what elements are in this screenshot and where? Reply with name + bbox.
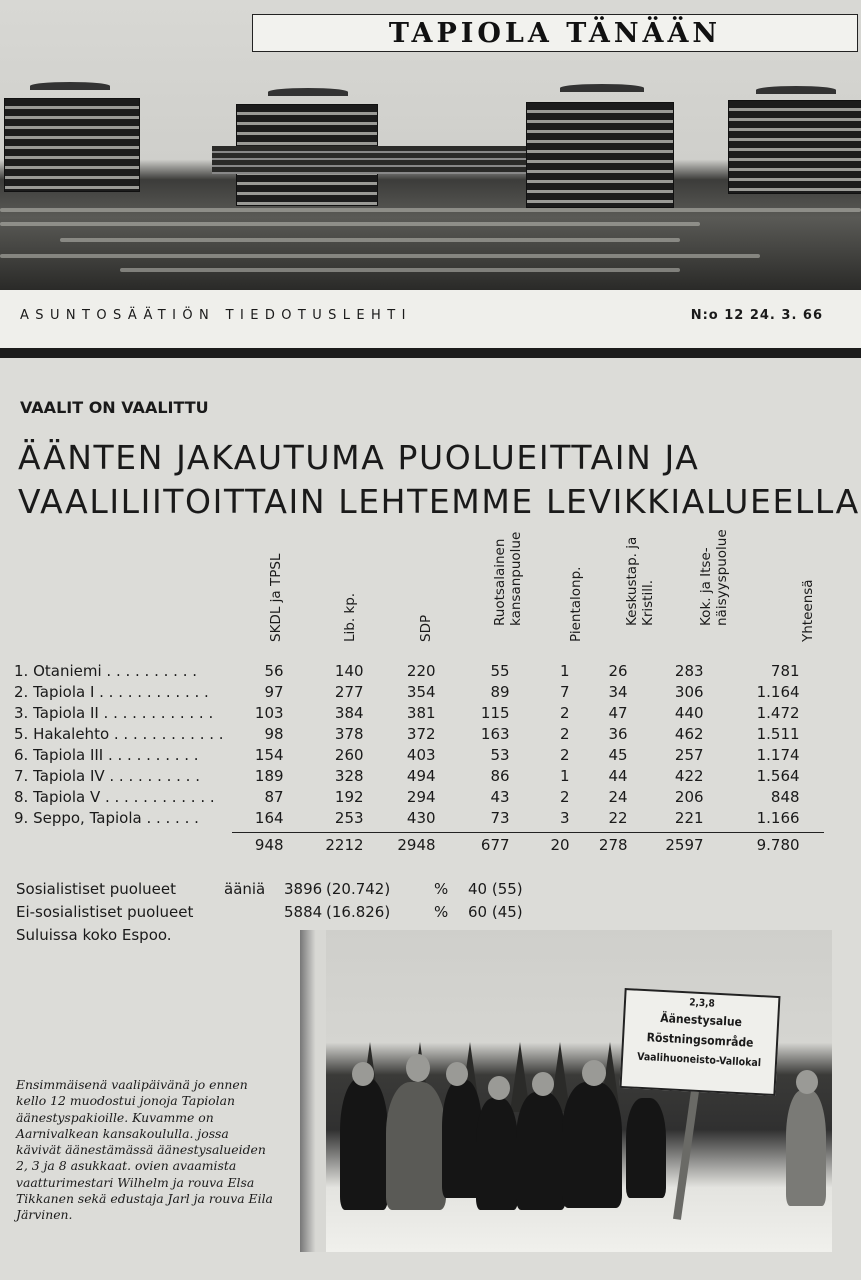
- place-name: 1. Otaniemi . . . . . . . . . .: [14, 661, 198, 680]
- vote-count: 2: [560, 724, 570, 743]
- vote-count: 2: [560, 787, 570, 806]
- column-header: Yhteensä: [800, 579, 816, 642]
- building-roof: [560, 84, 644, 92]
- vote-count: 494: [406, 766, 436, 785]
- vote-count: 206: [674, 787, 704, 806]
- column-header: Ruotsalainen kansanpuolue: [492, 531, 524, 626]
- table-row: [14, 660, 800, 681]
- vote-count: 7: [560, 682, 570, 701]
- column-header: Pientalonp.: [568, 566, 584, 642]
- low-building-model: [212, 146, 526, 174]
- vote-count: 294: [406, 787, 436, 806]
- vote-count: 115: [480, 703, 510, 722]
- table-row: [14, 765, 800, 786]
- headline-line: VAALILIITOITTAIN LEHTEMME LEVIKKIALUEELLA: [18, 482, 860, 521]
- vote-count: 192: [334, 787, 364, 806]
- vote-count: 55: [490, 661, 510, 680]
- vote-count: 73: [490, 808, 510, 827]
- building-model: [4, 98, 140, 192]
- column-header: Kok. ja Itse- näisyyspuolue: [698, 529, 730, 626]
- vote-count: 45: [608, 745, 628, 764]
- place-name: 8. Tapiola V . . . . . . . . . . . .: [14, 787, 215, 806]
- summary-note: Suluissa koko Espoo.: [16, 926, 172, 944]
- vote-count: 53: [490, 745, 510, 764]
- vote-count: 97: [264, 682, 284, 701]
- headline-line: ÄÄNTEN JAKAUTUMA PUOLUEITTAIN JA: [18, 438, 700, 477]
- vote-count: 1.472: [756, 703, 800, 722]
- place-name: 3. Tapiola II . . . . . . . . . . . .: [14, 703, 214, 722]
- photo-caption: Ensimmäisenä vaalipäivänä jo ennen kello 12 muodostui jonoja Tapiolan äänestyspakioille. Kuvamme on Aarnivalkean kansakoululla. jossa kävivät äänestämässä äänestysalueiden 2, 3 ja 8 asukkaat. ovien avaamista vaatturimestari Wilhelm ja rouva Elsa Tikkanen sekä edustaja Jarl ja rouva Eila Järvinen.: [16, 1077, 273, 1223]
- place-name: [14, 834, 224, 855]
- table-row: [14, 744, 800, 765]
- vote-count: 403: [406, 745, 436, 764]
- vote-count: 163: [480, 724, 510, 743]
- vote-count: 2: [560, 703, 570, 722]
- place-name: 6. Tapiola III . . . . . . . . . .: [14, 745, 199, 764]
- vote-count: 430: [406, 808, 436, 827]
- vote-count: 56: [264, 661, 284, 680]
- vote-count: 277: [334, 682, 364, 701]
- column-header: SDP: [418, 614, 434, 642]
- vote-count: 3: [560, 808, 570, 827]
- vote-table: [14, 660, 800, 855]
- publisher-name: ASUNTOSÄÄTIÖN TIEDOTUSLEHTI: [20, 308, 412, 323]
- place-name: 2. Tapiola I . . . . . . . . . . . .: [14, 682, 209, 701]
- vote-count: 34: [608, 682, 628, 701]
- table-row: [14, 807, 800, 828]
- vote-count: 1: [560, 766, 570, 785]
- vote-count: 462: [674, 724, 704, 743]
- vote-count: 1: [560, 661, 570, 680]
- article-kicker: VAALIT ON VAALITTU: [20, 398, 209, 417]
- vote-count: 306: [674, 682, 704, 701]
- vote-count: 781: [770, 661, 800, 680]
- vote-count: 372: [406, 724, 436, 743]
- place-name: 9. Seppo, Tapiola . . . . . .: [14, 808, 199, 827]
- vote-count: 26: [608, 661, 628, 680]
- vote-count: 89: [490, 682, 510, 701]
- vote-count: 1.564: [756, 766, 800, 785]
- totals-row: [14, 834, 800, 855]
- vote-count: 1.164: [756, 682, 800, 701]
- issue-number: N:o 12 24. 3. 66: [690, 308, 823, 323]
- vote-count: 140: [334, 661, 364, 680]
- vote-count: 22: [608, 808, 628, 827]
- table-row: [14, 786, 800, 807]
- place-name: 5. Hakalehto . . . . . . . . . . . .: [14, 724, 224, 743]
- vote-count: 221: [674, 808, 704, 827]
- vote-count: 1.166: [756, 808, 800, 827]
- vote-count: 9.780: [756, 835, 800, 854]
- vote-count: 154: [254, 745, 284, 764]
- vote-count: 87: [264, 787, 284, 806]
- masthead-title: TAPIOLA TÄNÄÄN: [252, 14, 858, 52]
- table-row: [14, 702, 800, 723]
- vote-count: 164: [254, 808, 284, 827]
- vote-count: 328: [334, 766, 364, 785]
- totals-rule: [232, 832, 824, 833]
- vote-count: 24: [608, 787, 628, 806]
- vote-count: 2597: [665, 835, 704, 854]
- divider-rule: [0, 348, 861, 358]
- vote-count: 86: [490, 766, 510, 785]
- vote-count: 2948: [397, 835, 436, 854]
- vote-count: 384: [334, 703, 364, 722]
- vote-count: 20: [550, 835, 570, 854]
- vote-count: 2: [560, 745, 570, 764]
- vote-count: 422: [674, 766, 704, 785]
- vote-count: 381: [406, 703, 436, 722]
- vote-count: 98: [264, 724, 284, 743]
- vote-count: 1.511: [756, 724, 800, 743]
- vote-count: 278: [598, 835, 628, 854]
- building-model: [526, 102, 674, 208]
- vote-count: 1.174: [756, 745, 800, 764]
- vote-count: 848: [770, 787, 800, 806]
- publication-strip: [0, 290, 861, 348]
- queue-photo: [300, 930, 832, 1252]
- building-roof: [30, 82, 110, 90]
- vote-count: 677: [480, 835, 510, 854]
- vote-count: 43: [490, 787, 510, 806]
- column-header: Keskustap. ja Kristill.: [624, 536, 656, 626]
- polling-area-sign: 2,3,8 Äänestysalue Röstningsområde Vaalihuoneisto-Vallokal: [619, 988, 780, 1096]
- vote-count: 103: [254, 703, 284, 722]
- vote-count: 257: [674, 745, 704, 764]
- vote-count: 44: [608, 766, 628, 785]
- table-row: [14, 723, 800, 744]
- vote-count: 220: [406, 661, 436, 680]
- vote-count: 47: [608, 703, 628, 722]
- vote-count: 253: [334, 808, 364, 827]
- vote-count: 36: [608, 724, 628, 743]
- article-headline: [18, 436, 860, 524]
- column-header: SKDL ja TPSL: [268, 553, 284, 642]
- table-row: [14, 681, 800, 702]
- vote-count: 189: [254, 766, 284, 785]
- vote-count: 948: [254, 835, 284, 854]
- vote-count: 440: [674, 703, 704, 722]
- vote-count: 283: [674, 661, 704, 680]
- building-roof: [756, 86, 836, 94]
- place-name: 7. Tapiola IV . . . . . . . . . .: [14, 766, 200, 785]
- building-model: [728, 100, 861, 194]
- vote-count: 2212: [325, 835, 364, 854]
- header-photo: [0, 0, 861, 290]
- vote-count: 260: [334, 745, 364, 764]
- column-header: Lib. kp.: [342, 592, 358, 642]
- vote-count: 378: [334, 724, 364, 743]
- building-roof: [268, 88, 348, 96]
- vote-count: 354: [406, 682, 436, 701]
